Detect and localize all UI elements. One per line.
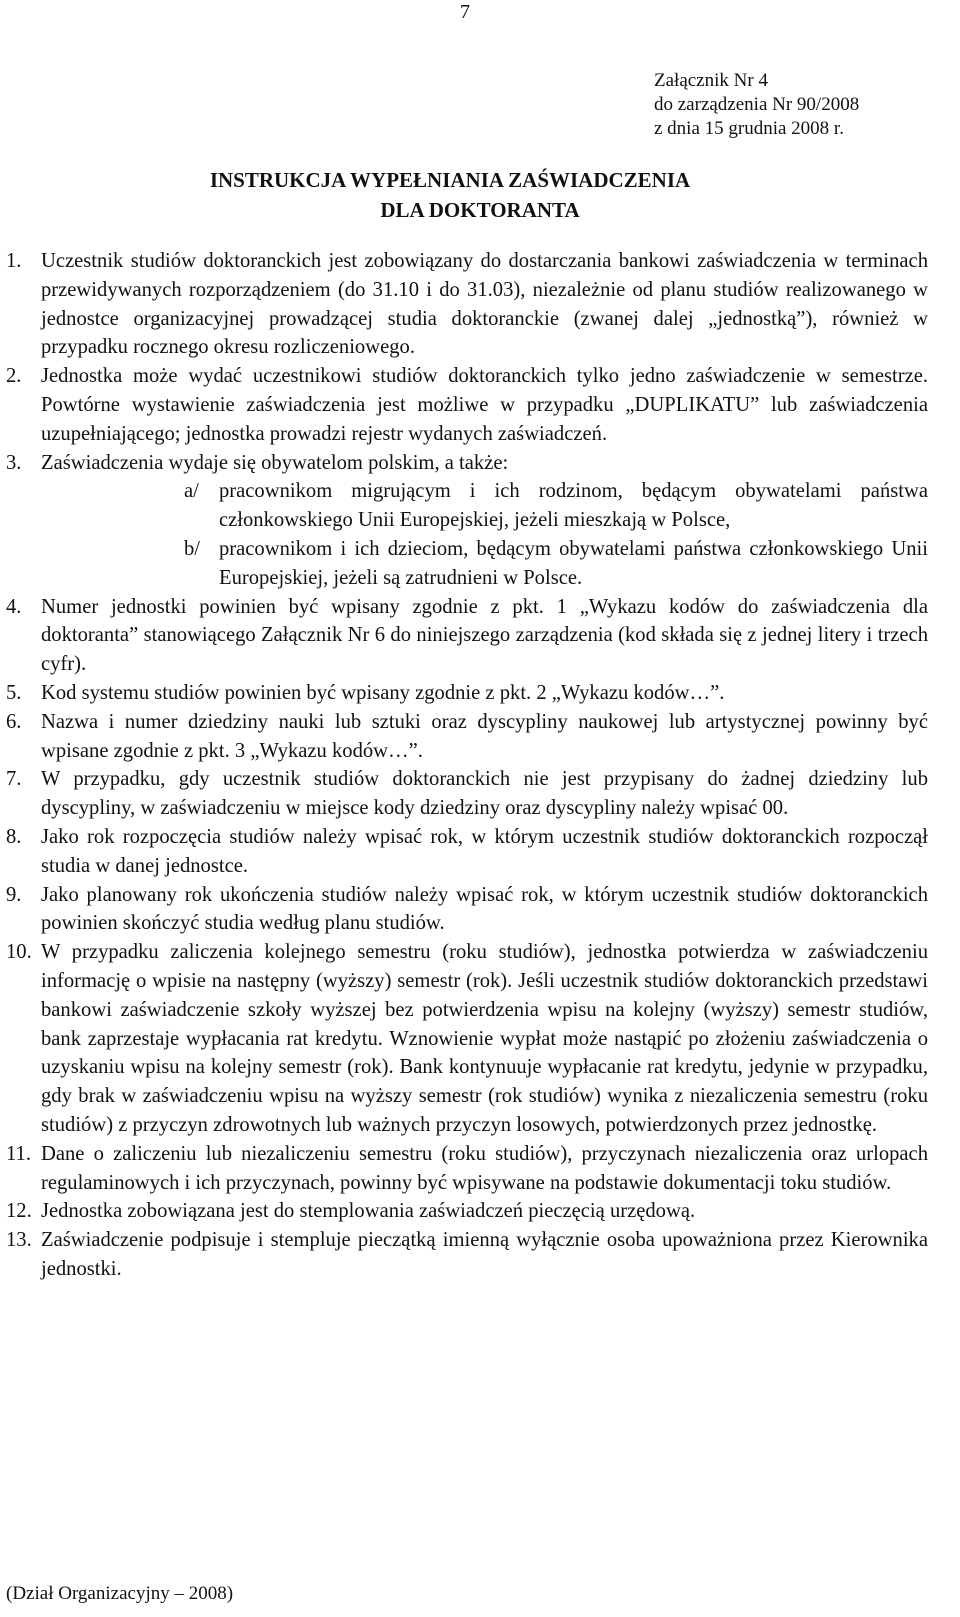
list-item [6, 708, 928, 766]
item-number: 8. [6, 825, 22, 848]
item-text: Zaświadczenie podpisuje i stempluje pieczątką imienną wyłącznie osoba upoważniona przez Kierownika jednostki. [41, 1229, 928, 1280]
list-item [6, 938, 928, 1140]
item-number: 12. [6, 1200, 32, 1223]
item-text: W przypadku zaliczenia kolejnego semestru (roku studiów), jednostka potwierdza w zaświadczeniu informację o wpisie na następny (wyższy) semestr (rok). Jeśli uczestnik studiów doktoranckich przedstawi bankowi zaświadczenie szkoły wyższej bez potwierdzenia wpisu na kolejny (wyższy) semestr studiów, bank zaprzestaje wypłacania rat kredytu. Wznowienie wypłat może nastąpić po złożeniu zaświadczenia o uzyskaniu wpisu na kolejny semestr (rok). Bank kontynuuje wypłacanie rat kredytu, jedynie w przypadku, gdy brak w zaświadczeniu wpisu na wyższy semestr (rok studiów) wynika z niezaliczenia semestru (roku studiów) z przyczyn zdrowotnych lub ważnych przyczyn losowych, potwierdzonych przez jednostkę. [41, 941, 928, 1136]
item-number: 6. [6, 710, 22, 733]
sub-item [6, 477, 928, 535]
list-item [6, 362, 928, 448]
sub-item-letter: b/ [184, 537, 201, 560]
list-item [6, 1197, 928, 1226]
item-text: Jednostka zobowiązana jest do stemplowania zaświadczeń pieczęcią urzędową. [41, 1200, 696, 1223]
item-number: 13. [6, 1229, 32, 1252]
sub-item [6, 535, 928, 593]
title-line-1: INSTRUKCJA WYPEŁNIANIA ZAŚWIADCZENIA [209, 168, 691, 192]
item-number: 3. [6, 451, 22, 474]
item-text: Nazwa i numer dziedziny nauki lub sztuki oraz dyscypliny naukowej lub artystycznej powinny być wpisane zgodnie z pkt. 3 „Wykazu kodów…”. [41, 710, 928, 762]
item-number: 5. [6, 681, 22, 704]
item-text: Uczestnik studiów doktoranckich jest zobowiązany do dostarczania bankowi zaświadczenia w terminach przewidywanych rozporządzeniem (do 31.10 i do 31.03), niezależnie od planu studiów realizowanego w jednostce organizacyjnej prowadzącej studia doktoranckie (zwanej dalej „jednostką”), również w przypadku rocznego okresu rozliczeniowego. [41, 250, 928, 359]
annex-line-1: Załącznik Nr 4 [654, 70, 768, 91]
list-item [6, 247, 928, 362]
page-number: 7 [460, 1, 470, 23]
item-text: Kod systemu studiów powinien być wpisany zgodnie z pkt. 2 „Wykazu kodów…”. [41, 681, 725, 704]
sub-item-text: pracownikom migrującym i ich rodzinom, będącym obywatelami państwa członkowskiego Unii Europejskiej, jeżeli mieszkają w Polsce, [219, 480, 928, 532]
item-number: 11. [6, 1142, 31, 1165]
item-number: 10. [6, 941, 32, 964]
list-item [6, 593, 928, 679]
instruction-list [6, 247, 928, 1284]
item-text: Jako rok rozpoczęcia studiów należy wpisać rok, w którym uczestnik studiów doktoranckich rozpoczął studia w danej jednostce. [41, 825, 928, 877]
item-text: W przypadku, gdy uczestnik studiów doktoranckich nie jest przypisany do żadnej dziedziny lub dyscypliny, w zaświadczeniu w miejsce kody dziedziny oraz dyscypliny należy wpisać 00. [41, 768, 928, 820]
list-item [6, 449, 928, 478]
item-number: 7. [6, 768, 22, 791]
item-text: Jednostka może wydać uczestnikowi studiów doktoranckich tylko jedno zaświadczenie w semestrze. Powtórne wystawienie zaświadczenia jest możliwe w przypadku „DUPLIKATU” lub zaświadczenia uzupełniającego; jednostka prowadzi rejestr wydanych zaświadczeń. [41, 365, 928, 445]
item-number: 1. [6, 250, 22, 272]
item-text: Jako planowany rok ukończenia studiów należy wpisać rok, w którym uczestnik studiów doktoranckich powinien skończyć studia według planu studiów. [41, 883, 928, 935]
list-item [6, 823, 928, 881]
item-text: Zaświadczenia wydaje się obywatelom polskim, a także: [41, 451, 509, 474]
item-number: 4. [6, 595, 22, 618]
item-number: 9. [6, 883, 22, 906]
document-title [0, 165, 960, 225]
footer-note: (Dział Organizacyjny – 2008) [6, 1583, 234, 1604]
item-text: Dane o zaliczeniu lub niezaliczeniu semestru (roku studiów), przyczynach niezaliczenia oraz urlopach regulaminowych i ich przyczynach, powinny być wpisywane na podstawie dokumentacji toku studiów. [41, 1142, 928, 1194]
sub-item-text: pracownikom i ich dzieciom, będącym obywatelami państwa członkowskiego Unii Europejskiej, jeżeli są zatrudnieni w Polsce. [219, 537, 928, 589]
list-item [6, 765, 928, 823]
list-item [6, 1140, 928, 1198]
annex-line-3: z dnia 15 grudnia 2008 r. [654, 118, 844, 139]
item-number: 2. [6, 365, 22, 388]
list-item [6, 881, 928, 939]
list-item [6, 679, 928, 708]
sub-item-letter: a/ [184, 480, 199, 503]
annex-header [654, 69, 859, 141]
item-text: Numer jednostki powinien być wpisany zgodnie z pkt. 1 „Wykazu kodów do zaświadczenia dla doktoranta” stanowiącego Załącznik Nr 6 do niniejszego zarządzenia (kod składa się z jednej litery i trzech cyfr). [41, 595, 928, 676]
list-item [6, 1226, 928, 1284]
annex-line-2: do zarządzenia Nr 90/2008 [654, 94, 860, 115]
title-line-2: DLA DOKTORANTA [380, 198, 580, 222]
